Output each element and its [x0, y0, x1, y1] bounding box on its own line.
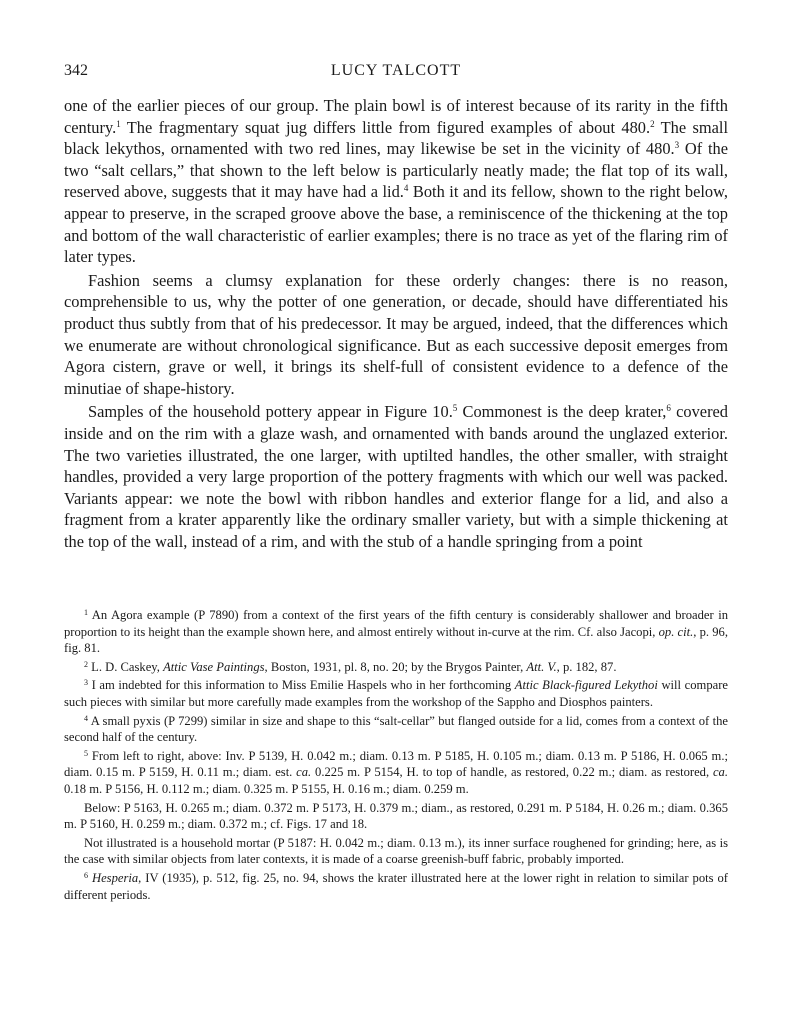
- text-segment: 0.18 m. P 5156, H. 0.112 m.; diam. 0.325 m. P 5155, H. 0.16 m.; diam. 0.259 m.: [64, 781, 469, 796]
- italic-text: op. cit.: [658, 624, 694, 639]
- footnote-ref-6: 6: [666, 403, 671, 414]
- footnote-ref-2: 2: [650, 118, 655, 129]
- text-segment: The small black lekythos, ornamented with two red lines, may likewise be set in the vicinity of 480.: [64, 117, 728, 159]
- italic-text: Attic Vase Paintings: [163, 659, 265, 674]
- footnote-1: [64, 607, 728, 657]
- text-segment: L. D. Caskey,: [88, 659, 164, 674]
- footnote-4: [64, 713, 728, 746]
- footnote-6: [64, 870, 728, 903]
- text-segment: 0.225 m. P 5154, H. to top of handle, as restored, 0.22 m.; diam. as restored,: [311, 765, 713, 780]
- text-segment: will compare such pieces with similar but more carefully made examples from the workshop of the Sappho and Diosphos painters.: [64, 678, 728, 709]
- paragraph-2: Fashion seems a clumsy explanation for these orderly changes: there is no reason, comprehensible to us, why the potter of one generation, or decade, should have differentiated his product thus subtly from that of his predecessor. It may be argued, indeed, that the differences which we enumerate are without chronological significance. But as each successive deposit emerges from Agora cistern, grave or well, it brings its shelf-full of consistent evidence to a defence of the minutiae of shape-history.: [64, 270, 728, 398]
- footnote-number: 4: [84, 713, 88, 723]
- text-segment: From left to right, above: Inv. P 5139, H. 0.042 m.; diam. 0.13 m. P 5185, H. 0.105 m.; diam. 0.13 m. P 5186, H. 0.065 m.; diam. 0.15 m. P 5159, H. 0.11 m.; diam. est.: [64, 748, 728, 780]
- italic-text: ca.: [712, 765, 728, 780]
- text-segment: I am indebted for this information to Miss Emilie Haspels who in her forthcoming: [88, 678, 515, 693]
- footnotes: [64, 607, 728, 905]
- footnote-number: 3: [84, 678, 88, 688]
- italic-text: Att. V.: [526, 659, 557, 674]
- footnote-2: [64, 659, 728, 676]
- text-segment: The fragmentary squat jug differs little from figured examples of about 480.: [120, 117, 651, 137]
- text-segment: , Boston, 1931, pl. 8, no. 20; by the Brygos Painter,: [264, 659, 527, 674]
- footnote-number: 5: [84, 748, 88, 758]
- text-segment: A small pyxis (P 7299) similar in size and shape to this “salt-cellar” but flanged outside for a lid, comes from a context of the second half of the century.: [64, 713, 728, 745]
- text-segment: , p. 96, fig. 81.: [64, 624, 728, 656]
- italic-text: ca.: [296, 765, 312, 780]
- text-segment: An Agora example (P 7890) from a context of the first years of the fifth century is considerably shallower and broader in proportion to its height than the example shown here, and almost entirely without in-curve at the rim. Cf. also Jacopi,: [64, 608, 728, 639]
- footnote-5-mortar: Not illustrated is a household mortar (P 5187: H. 0.042 m.; diam. 0.13 m.), its inner surface roughened for grinding; here, as is the case with similar objects from later contexts, it is made of a coarse greenish-buff fabric, probably imported.: [64, 835, 728, 867]
- footnote-ref-5: 5: [452, 403, 458, 414]
- paragraph-1: [64, 95, 728, 268]
- footnote-ref-1: 1: [116, 118, 121, 129]
- text-segment: Of the two “salt cellars,” that shown to the left below is particularly neatly made; the flat top of its wall, reserved above, suggests that it may have had a lid.: [64, 139, 729, 202]
- text-segment: Commonest is the deep krater,: [457, 402, 667, 422]
- footnote-number: 6: [84, 870, 88, 880]
- text-segment: , p. 182, 87.: [556, 659, 617, 674]
- page-number: 342: [64, 62, 88, 79]
- text-segment: one of the earlier pieces of our group. The plain bowl is of interest because of its rarity in the fifth century.: [64, 96, 728, 137]
- footnote-5-below: Below: P 5163, H. 0.265 m.; diam. 0.372 m. P 5173, H. 0.379 m.; diam., as restored, 0.291 m. P 5184, H. 0.26 m.; diam. 0.365 m. P 5160, H. 0.259 m.; diam. 0.372 m.; cf. Figs. 17 and 18.: [64, 800, 728, 832]
- running-title: LUCY TALCOTT: [330, 62, 462, 79]
- text-segment: covered inside and on the rim with a glaze wash, and ornamented with bands around the unglazed exterior. The two varieties illustrated, the one larger, with uptilted handles, the other smaller, with straight handles, provided a very large proportion of the pottery fragments with which our well was packed. Variants appear: we note the bowl with ribbon handles and exterior flange for a lid, and also a fragment from a krater apparently like the ordinary smaller variety, but with a simple thickening at the top of the wall, instead of a rim, and with the stub of a handle springing from a point: [64, 402, 729, 551]
- italic-text: Attic Black-figured Lekythoi: [514, 678, 658, 693]
- text-segment: Samples of the household pottery appear in Figure 10.: [88, 402, 453, 422]
- italic-text: Hesperia: [91, 870, 139, 885]
- text-segment: Both it and its fellow, shown to the right below, appear to preserve, in the scraped groove above the base, a reminiscence of the thickening at the top and bottom of the wall characteristic of earlier examples; there is no trace as yet of the flaring rim of later types.: [64, 182, 728, 267]
- main-text: [64, 95, 728, 554]
- footnote-number: 1: [84, 608, 88, 617]
- footnote-3: [64, 677, 728, 710]
- footnote-5: [64, 748, 728, 798]
- text-segment: , IV (1935), p. 512, fig. 25, no. 94, shows the krater illustrated here at the lower right in relation to similar pots of different periods.: [64, 870, 729, 902]
- paragraph-3: [64, 401, 728, 552]
- footnote-number: 2: [84, 659, 88, 669]
- footnote-ref-3: 3: [674, 140, 680, 151]
- footnote-ref-4: 4: [403, 183, 409, 194]
- running-header: [64, 62, 728, 84]
